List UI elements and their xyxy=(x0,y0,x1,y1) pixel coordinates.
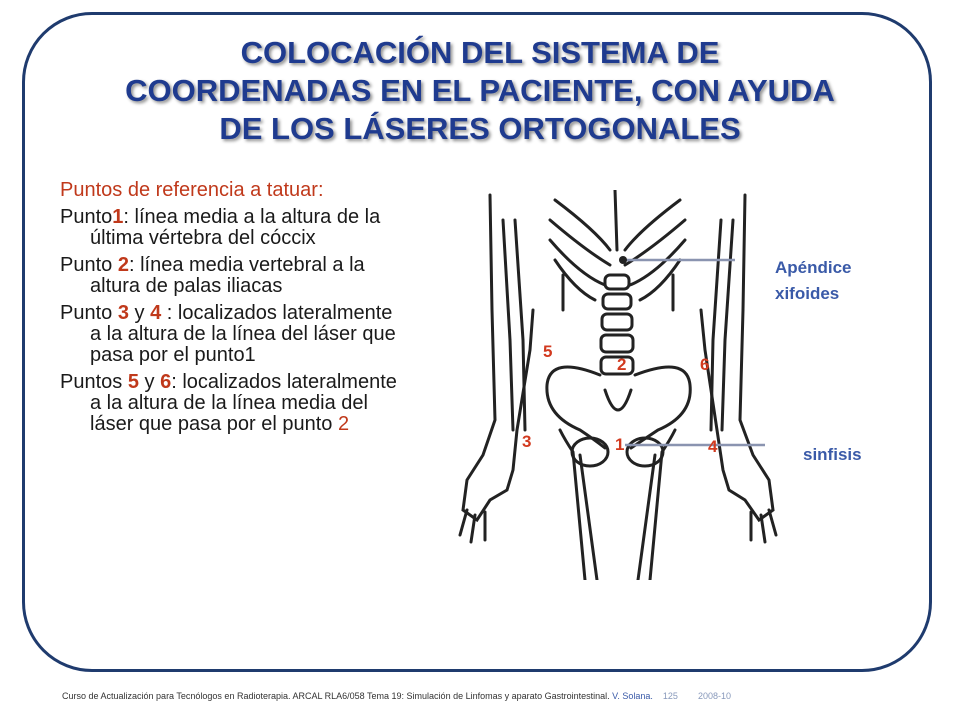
footer-author: V. Solana. xyxy=(612,691,653,701)
point-5-6-desc: : localizados lateralmente a la altura de la línea media del láser que pasa por el punto xyxy=(90,371,397,435)
point-1-number: 1 xyxy=(112,206,124,228)
point-5-6-label: Puntos xyxy=(60,371,128,393)
footer-page: 125 xyxy=(662,691,678,701)
title-line-3: DE LOS LÁSERES ORTOGONALES xyxy=(219,111,741,146)
point-1-label: Punto xyxy=(60,206,113,228)
xiphoid-label-line-1: Apéndice xyxy=(775,258,852,277)
point-2-paragraph xyxy=(60,255,405,297)
point-3-marker: 3 xyxy=(522,432,532,451)
point-5-6-and: y xyxy=(138,371,161,393)
xiphoid-label-line-2: xifoides xyxy=(775,284,840,303)
intro-text: Puntos de referencia a tatuar: xyxy=(60,179,324,201)
skeleton-figure xyxy=(455,190,785,580)
point-3-4-paragraph xyxy=(60,303,405,366)
point-1-desc: : línea media a la altura de la última vértebra del cóccix xyxy=(90,206,381,249)
xiphoid-marker xyxy=(619,256,627,264)
point-4-marker: 4 xyxy=(708,437,718,456)
point-2-marker: 2 xyxy=(617,355,627,374)
point-3-4-and: y xyxy=(128,302,151,324)
point-6-marker: 6 xyxy=(700,355,710,374)
title-line-1: COLOCACIÓN DEL SISTEMA DE xyxy=(240,35,720,70)
point-2-label: Punto xyxy=(60,254,118,276)
point-2-number: 2 xyxy=(117,254,129,276)
point-5-marker: 5 xyxy=(543,342,553,361)
point-4-number: 4 xyxy=(150,302,162,324)
title-line-2: COORDENADAS EN EL PACIENTE, CON AYUDA xyxy=(125,73,835,108)
slide-title xyxy=(40,34,920,148)
point-2-desc: : línea media vertebral a la altura de palas iliacas xyxy=(90,254,365,297)
skeleton-drawing xyxy=(455,190,785,580)
point-3-number: 3 xyxy=(117,302,129,324)
point-3-4-desc: : localizados lateralmente a la altura de la línea del láser que pasa por el punto1 xyxy=(90,302,396,366)
point-1-paragraph xyxy=(60,207,405,249)
point-5-number: 5 xyxy=(127,371,139,393)
slide-footer xyxy=(62,691,731,701)
symphysis-label: sinfisis xyxy=(803,445,862,464)
footer-year: 2008-10 xyxy=(697,691,731,701)
point-5-6-paragraph xyxy=(60,372,405,435)
point-1-marker: 1 xyxy=(615,435,625,454)
intro-paragraph xyxy=(60,180,405,201)
footer-course: Curso de Actualización para Tecnólogos en Radioterapia. ARCAL RLA6/058 Tema 19: Simulación de Linfomas y aparato Gastrointestinal. xyxy=(62,691,610,701)
xiphoid-label xyxy=(775,255,852,307)
point-6-number: 6 xyxy=(160,371,172,393)
point-5-6-end: 2 xyxy=(337,413,350,435)
point-3-4-label: Punto xyxy=(60,302,118,324)
reference-points-text xyxy=(60,180,405,441)
